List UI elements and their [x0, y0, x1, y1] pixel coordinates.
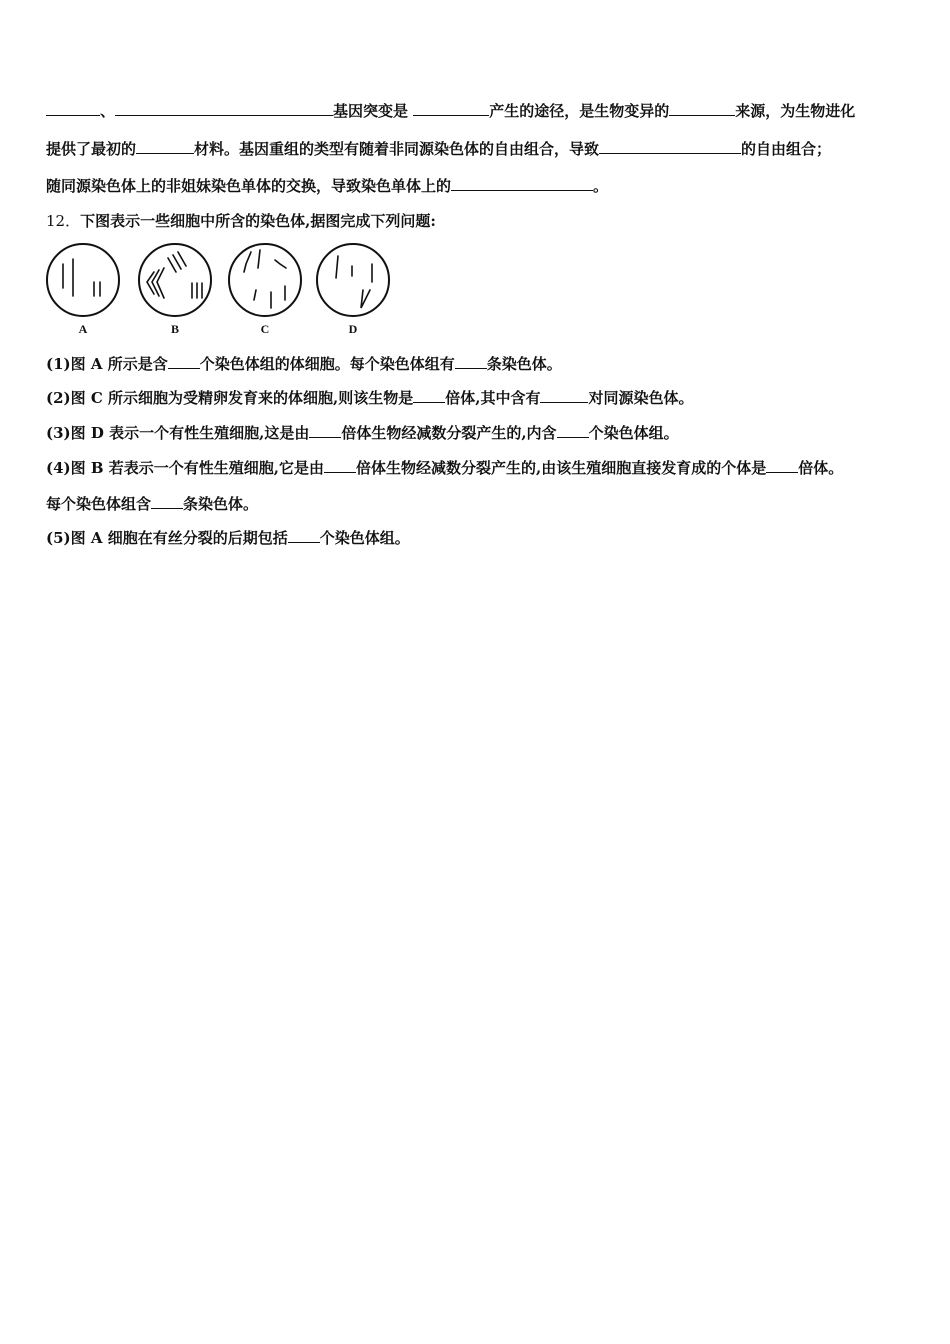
text: 来源，为生物进化: [735, 102, 856, 120]
cell-label-c: C: [260, 322, 270, 336]
chromosome-cells-figure: [42, 238, 398, 342]
text: 随同源染色体上的非姐妹染色单体的交换，导致染色单体上的: [46, 177, 452, 195]
sub-number: (1): [46, 355, 71, 373]
answer-blank[interactable]: [46, 101, 100, 116]
intro-line-1: [46, 101, 855, 121]
sub-question-2: [46, 388, 694, 408]
cell-d: [317, 244, 389, 316]
separator: 、: [100, 102, 116, 120]
cell-label-a: A: [78, 322, 88, 336]
text: 个染色体组的体细胞。每个染色体组有: [199, 355, 455, 373]
text: 图 D 表示一个有性生殖细胞,这是由: [70, 424, 310, 442]
cell-c: [229, 244, 301, 316]
sub-number: (5): [46, 529, 71, 547]
question-number: 12．: [46, 212, 81, 230]
answer-blank[interactable]: [455, 354, 487, 369]
text: 倍体,其中含有: [445, 389, 541, 407]
answer-blank[interactable]: [540, 388, 588, 403]
question-text: 下图表示一些细胞中所含的染色体,据图完成下列问题:: [80, 212, 436, 230]
text: 基因突变是: [333, 102, 409, 120]
cell-label-b: B: [170, 322, 180, 336]
answer-blank[interactable]: [309, 423, 341, 438]
sub-question-3: [46, 423, 679, 443]
answer-blank[interactable]: [324, 458, 356, 473]
text: 条染色体。: [486, 355, 562, 373]
cell-b: [139, 244, 211, 316]
answer-blank[interactable]: [413, 101, 489, 116]
text: 。: [593, 177, 609, 195]
intro-line-3: [46, 176, 608, 196]
text: 条染色体。: [183, 495, 259, 513]
sub-number: (3): [46, 424, 71, 442]
text: 的自由组合；: [741, 140, 832, 158]
answer-blank[interactable]: [669, 101, 735, 116]
text: 产生的途径，是生物变异的: [489, 102, 670, 120]
text: 图 A 细胞在有丝分裂的后期包括: [70, 529, 288, 547]
sub-number: (4): [46, 459, 71, 477]
text: 个染色体组。: [588, 424, 679, 442]
answer-blank[interactable]: [288, 528, 320, 543]
cell-label-d: D: [348, 322, 358, 336]
answer-blank[interactable]: [557, 423, 589, 438]
text: 倍体生物经减数分裂产生的,内含: [341, 424, 557, 442]
answer-blank[interactable]: [168, 354, 200, 369]
text: 倍体。: [798, 459, 844, 477]
cell-a: [47, 244, 119, 316]
text: 图 B 若表示一个有性生殖细胞,它是由: [70, 459, 324, 477]
intro-line-2: [46, 139, 831, 159]
answer-blank[interactable]: [413, 388, 445, 403]
text: 倍体生物经减数分裂产生的,由该生殖细胞直接发育成的个体是: [356, 459, 767, 477]
sub-question-1: [46, 354, 562, 374]
sub-number: (2): [46, 389, 71, 407]
answer-blank[interactable]: [599, 139, 741, 154]
text: 个染色体组。: [319, 529, 410, 547]
text: 每个染色体组含: [46, 495, 152, 513]
text: 图 C 所示细胞为受精卵发育来的体细胞,则该生物是: [70, 389, 414, 407]
question-stem: [46, 211, 436, 231]
answer-blank[interactable]: [766, 458, 798, 473]
answer-blank[interactable]: [451, 176, 593, 191]
sub-question-4-continued: [46, 494, 258, 514]
answer-blank[interactable]: [136, 139, 194, 154]
answer-blank[interactable]: [115, 101, 333, 116]
text: 对同源染色体。: [588, 389, 694, 407]
text: 图 A 所示是含: [70, 355, 168, 373]
sub-question-4: [46, 458, 843, 478]
sub-question-5: [46, 528, 410, 548]
text: 提供了最初的: [46, 140, 137, 158]
text: 材料。基因重组的类型有随着非同源染色体的自由组合，导致: [194, 140, 600, 158]
answer-blank[interactable]: [151, 494, 183, 509]
